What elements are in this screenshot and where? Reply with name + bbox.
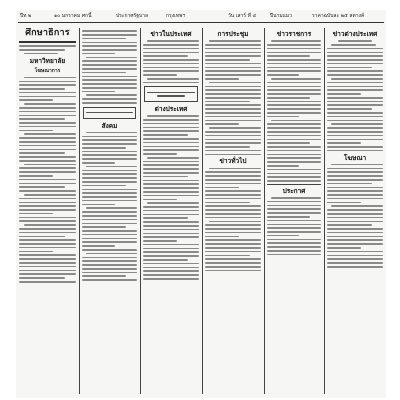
- masthead-city: กรุงเทพฯ: [166, 13, 186, 19]
- article-body: [82, 132, 137, 281]
- boxed-notice: [144, 86, 198, 102]
- title-rule: [19, 41, 76, 43]
- article-body: [143, 115, 199, 279]
- newspaper-page: [16, 10, 386, 398]
- section-heading: สังคม: [101, 121, 118, 130]
- masthead-year: ปีนามแมว: [270, 13, 293, 19]
- section-heading: โฆษณา: [343, 153, 367, 162]
- column-5: [267, 28, 321, 396]
- issue-number: ปีท ๒: [20, 13, 32, 19]
- column-divider: [140, 28, 141, 394]
- newspaper-title: ศึกษาธิการ: [25, 28, 70, 38]
- column-2: [82, 28, 137, 396]
- masthead-rule: [18, 22, 384, 23]
- section-heading: ข่าวทั่วไป: [219, 157, 247, 166]
- column-3: [143, 28, 199, 396]
- column-6: [327, 28, 383, 396]
- text-block: [19, 45, 76, 54]
- article-body: [327, 40, 383, 151]
- section-subheading: โฆษณาการ: [34, 67, 61, 74]
- section-rule: [267, 184, 321, 185]
- article-body: [327, 164, 383, 268]
- masthead-date-note: ๑๐ มกราคม ศกนี้: [54, 13, 92, 19]
- section-heading: มหาวิทยาลัย: [29, 56, 66, 65]
- boxed-notice: [83, 107, 136, 119]
- section-heading: ประกาศ: [282, 186, 306, 195]
- article-body: [205, 168, 261, 272]
- article-body: [267, 197, 321, 255]
- column-divider: [324, 28, 325, 394]
- column-divider: [202, 28, 203, 394]
- section-heading: ข่าวในประเทศ: [150, 30, 192, 38]
- section-heading: ข่าวราชการ: [276, 30, 312, 38]
- article-body: [19, 77, 76, 283]
- article-body: [205, 40, 261, 155]
- section-heading: ข่าวต่างประเทศ: [332, 30, 378, 38]
- masthead-day: วัน เสาร์ ที่ ๔: [228, 13, 257, 19]
- column-4: [205, 28, 261, 396]
- article-body: [143, 40, 199, 83]
- section-heading: ต่างประเทศ: [154, 105, 188, 114]
- article-body: [82, 30, 137, 103]
- column-divider: [79, 28, 80, 394]
- column-divider: [264, 28, 265, 394]
- masthead-notice: ประกาศรัฐบาล: [116, 13, 149, 19]
- article-body: [267, 40, 321, 182]
- section-heading: การประชุม: [217, 30, 249, 38]
- masthead-price: ราคาฉบับละ ๒๕ สตางค์: [312, 13, 365, 19]
- column-1: [19, 28, 76, 396]
